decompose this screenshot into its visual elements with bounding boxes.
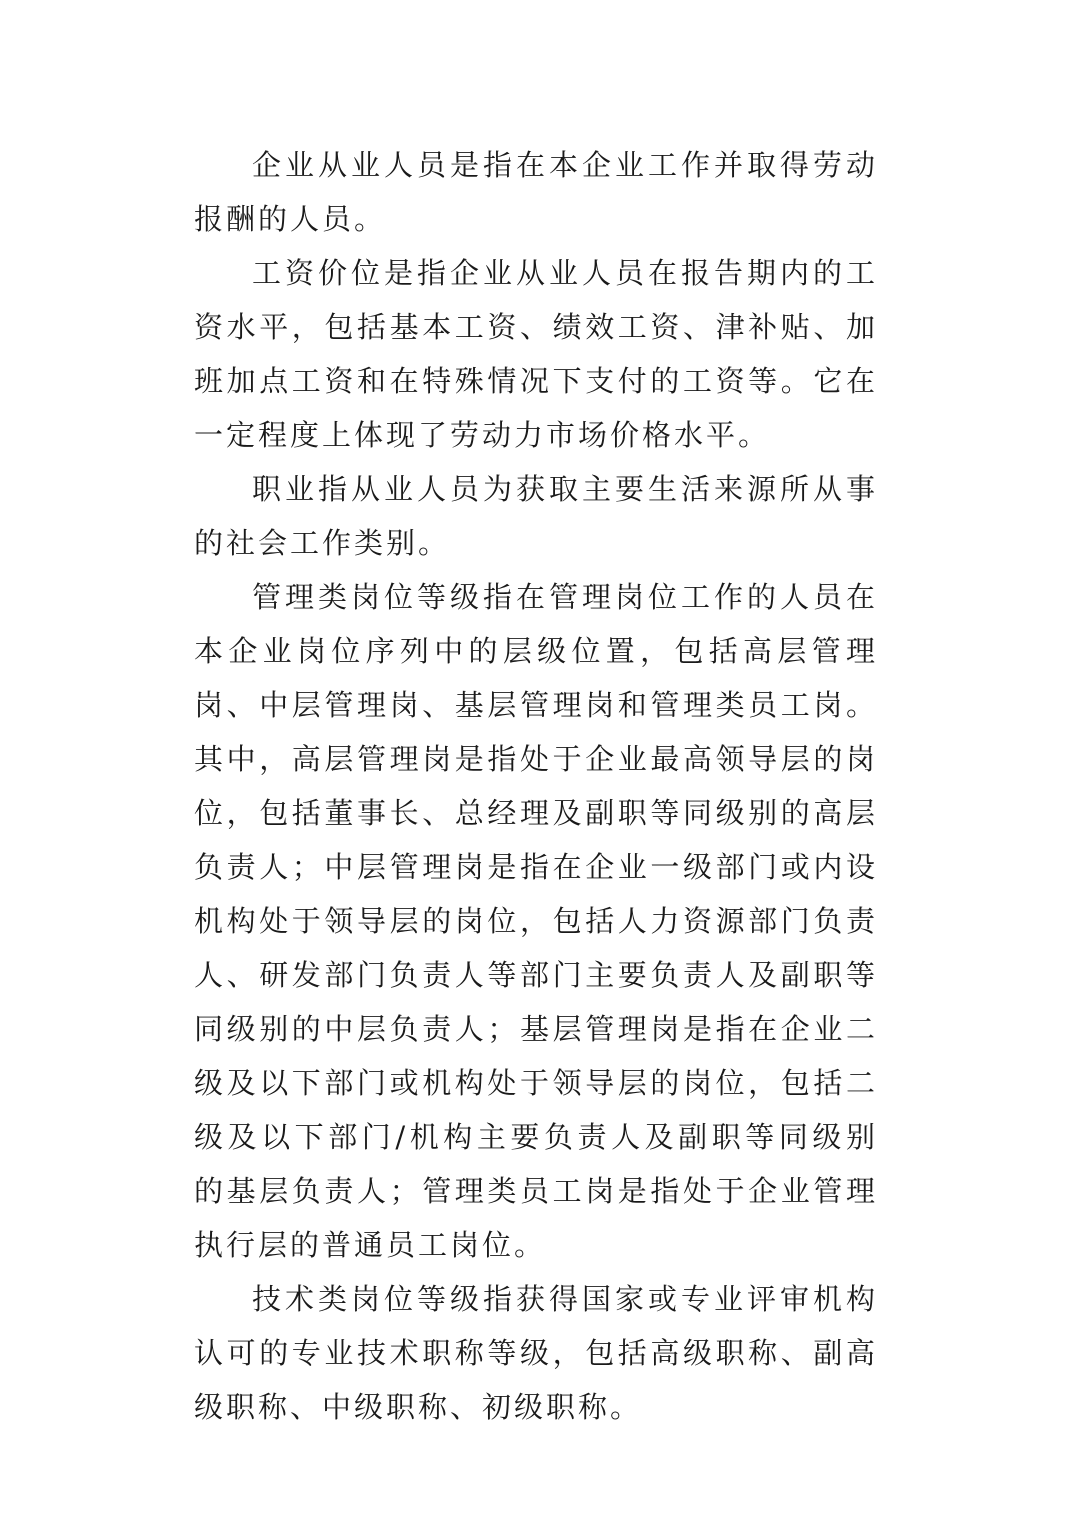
document-page: [194, 138, 878, 1434]
paragraph-occupation-definition: 职业指从业人员为获取主要生活来源所从事的社会工作类别。: [194, 472, 878, 560]
paragraph-wage-level-definition: 工资价位是指企业从业人员在报告期内的工资水平，包括基本工资、绩效工资、津补贴、加班加点工资和在特殊情况下支付的工资等。它在一定程度上体现了劳动力市场价格水平。: [194, 256, 878, 452]
paragraph-employees-definition: 企业从业人员是指在本企业工作并取得劳动报酬的人员。: [194, 148, 878, 236]
paragraph-technical-grade-definition: 技术类岗位等级指获得国家或专业评审机构认可的专业技术职称等级，包括高级职称、副高级职称、中级职称、初级职称。: [194, 1282, 878, 1424]
paragraph-management-grade-definition: 管理类岗位等级指在管理岗位工作的人员在本企业岗位序列中的层级位置，包括高层管理岗、中层管理岗、基层管理岗和管理类员工岗。其中，高层管理岗是指处于企业最高领导层的岗位，包括董事长、总经理及副职等同级别的高层负责人；中层管理岗是指在企业一级部门或内设机构处于领导层的岗位，包括人力资源部门负责人、研发部门负责人等部门主要负责人及副职等同级别的中层负责人；基层管理岗是指在企业二级及以下部门或机构处于领导层的岗位，包括二级及以下部门/机构主要负责人及副职等同级别的基层负责人；管理类员工岗是指处于企业管理执行层的普通员工岗位。: [194, 580, 878, 1262]
